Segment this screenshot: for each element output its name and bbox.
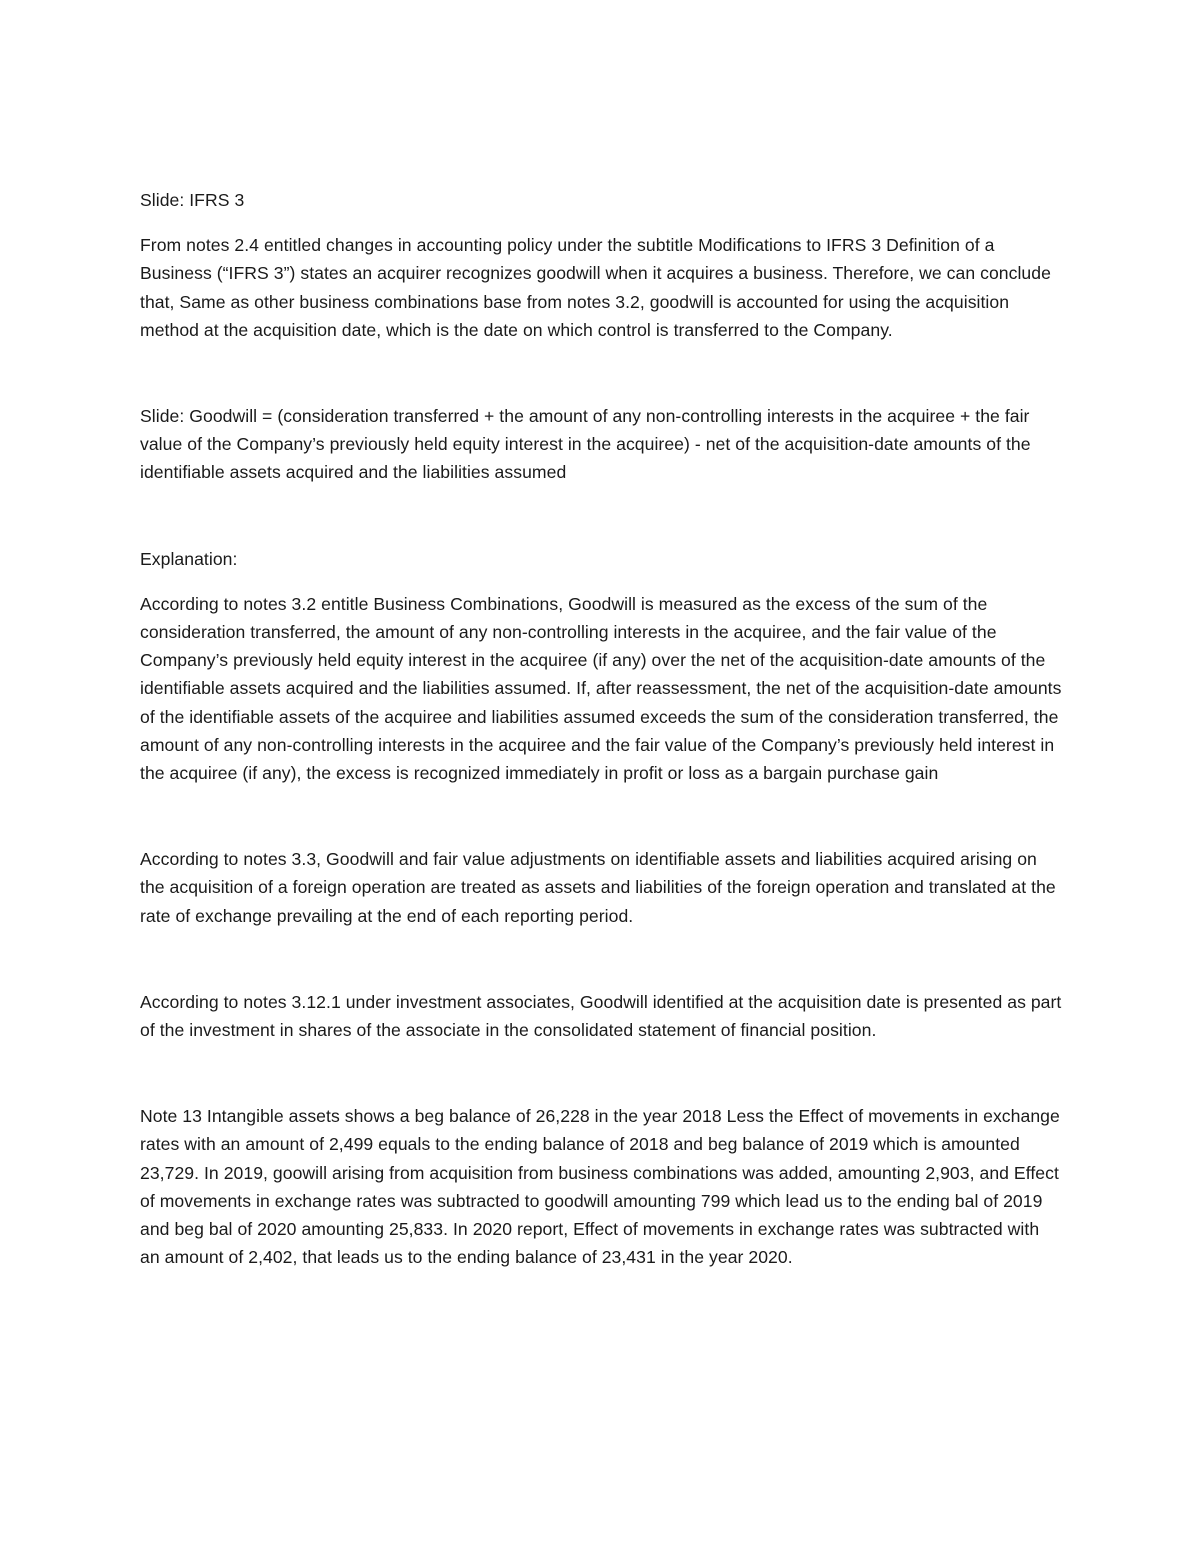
notes-3-12-1-paragraph: According to notes 3.12.1 under investment associates, Goodwill identified at the acquisition date is presented as part of the investment in shares of the associate in the consolidated statement of financial position.	[140, 991, 1062, 1041]
note-13-paragraph: Note 13 Intangible assets shows a beg balance of 26,228 in the year 2018 Less the Effect of movements in exchange rates with an amount of 2,499 equals to the ending balance of 2018 and beg balance of 2019 which is amounted 23,729. In 2019, goowill arising from acquisition from business combinations was added, amounting 2,903, and Effect of movements in exchange rates was subtracted to goodwill amounting 799 which lead us to the ending bal of 2019 and beg bal of 2020 amounting 25,833. In 2020 report, Effect of movements in exchange rates was subtracted with an amount of 2,402, that leads us to the ending balance of 23,431 in the year 2020.	[140, 1106, 1060, 1268]
notes-3-2-paragraph: According to notes 3.2 entitle Business Combinations, Goodwill is measured as the excess of the sum of the consideration transferred, the amount of any non-controlling interests in the acquiree, and the fair value of the Company’s previously held equity interest in the acquiree (if any) over the net of the acquisition-date amounts of the identifiable assets acquired and the liabilities assumed. If, after reassessment, the net of the acquisition-date amounts of the identifiable assets of the acquiree and liabilities assumed exceeds the sum of the consideration transferred, the amount of any non-controlling interests in the acquiree and the fair value of the Company’s previously held interest in the acquiree (if any), the excess is recognized immediately in profit or loss as a bargain purchase gain	[140, 593, 1062, 784]
notes-3-3-paragraph: According to notes 3.3, Goodwill and fair value adjustments on identifiable assets and liabilities acquired arising on the acquisition of a foreign operation are treated as assets and liabilities of the foreign operation and translated at the rate of exchange prevailing at the end of each reporting period.	[140, 849, 1056, 926]
document-body	[140, 186, 1062, 1271]
explanation-heading: Explanation:	[140, 548, 238, 569]
slide-ifrs3-heading: Slide: IFRS 3	[140, 190, 245, 210]
goodwill-formula-slide: Slide: Goodwill = (consideration transferred + the amount of any non-controlling interests in the acquiree + the fair value of the Company’s previously held equity interest in the acquiree) - net of the acquisition-date amounts of the identifiable assets acquired and the liabilities assumed	[140, 406, 1031, 483]
ifrs3-paragraph: From notes 2.4 entitled changes in accounting policy under the subtitle Modifications to IFRS 3 Definition of a Business (“IFRS 3”) states an acquirer recognizes goodwill when it acquires a business. Therefore, we can conclude that, Same as other business combinations base from notes 3.2, goodwill is accounted for using the acquisition method at the acquisition date, which is the date on which control is transferred to the Company.	[140, 235, 1051, 340]
